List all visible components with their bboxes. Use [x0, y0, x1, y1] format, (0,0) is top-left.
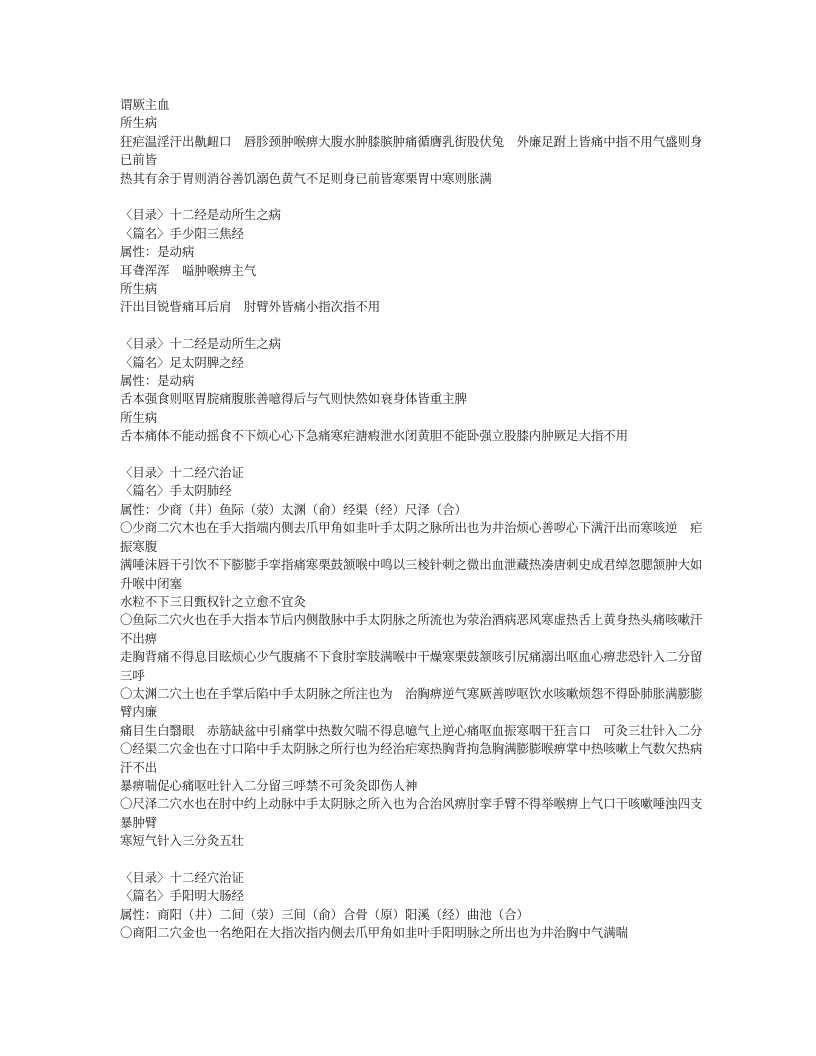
attribute-line: 属性：商阳（井）二间（荥）三间（俞）合骨（原）阳溪（经）曲池（合） — [120, 906, 529, 922]
acupoint-entry: 〇鱼际二穴火也在手大指本节后内侧散脉中手太阴脉之所流也为荥治酒病恶风寒虚热舌上黄身热头痛咳嗽汗不出痹 — [120, 612, 703, 646]
chapter-line: 〈篇名〉手少阳三焦经 — [120, 225, 244, 241]
attribute-line: 属性：是动病 — [120, 373, 195, 389]
text-line: 满唾沫唇干引饮不下膨膨手挛指痛寒栗鼓颔喉中鸣以三棱针刺之微出血泄藏热凑唐刺史成君绰忽腮颔肿大如升喉中闭塞 — [120, 557, 703, 591]
catalog-line: 〈目录〉十二经是动所生之病 — [120, 207, 282, 223]
text-line: 耳聋浑浑 嗌肿喉痹主气 — [120, 262, 257, 278]
chapter-line: 〈篇名〉手阳明大肠经 — [120, 888, 244, 904]
acupoint-entry: 〇少商二穴木也在手大指端内侧去爪甲角如韭叶手太阴之脉所出也为井治烦心善哕心下满汗出而寒咳逆 疟振寒腹 — [120, 520, 703, 554]
text-line: 水粒不下三日甄权针之立愈不宜灸 — [120, 593, 306, 609]
text-line: 所生病 — [120, 409, 158, 425]
acupoint-entry: 〇经渠二穴金也在寸口陷中手太阴脉之所行也为经治疟寒热胸背拘急胸满膨膨喉痹掌中热咳嗽上气数欠热病汗不出 — [120, 741, 703, 775]
text-line: 痛目生白翳眼 赤筋缺盆中引痛掌中热数欠喘不得息噫气上逆心痛呕血振寒咽干狂言口 可灸三壮针入二分 — [120, 722, 703, 738]
text-line: 所生病 — [120, 281, 158, 297]
text-line: 狂疟温淫汗出鼽衄口 唇胗颈肿喉痹大腹水肿膝膑肿痛循膺乳街股伏兔 外廉足跗上皆痛中指不用气盛则身已前皆 — [120, 133, 703, 168]
paragraph-gap — [120, 446, 705, 464]
catalog-line: 〈目录〉十二经是动所生之病 — [120, 336, 282, 352]
paragraph-gap — [120, 188, 705, 206]
attribute-line: 属性：少商（井）鱼际（荥）太渊（俞）经渠（经）尺泽（合） — [120, 501, 467, 517]
text-line: 汗出目锐眥痛耳后肩 肘臂外皆痛小指次指不用 — [120, 299, 381, 315]
chapter-line: 〈篇名〉足太阴脾之经 — [120, 354, 244, 370]
text-line: 所生病 — [120, 115, 158, 131]
document-page — [120, 96, 705, 943]
text-line: 暴痹喘促心痛呕吐针入二分留三呼禁不可灸灸即伤人神 — [120, 777, 418, 793]
text-line: 谓厥主血 — [120, 97, 170, 112]
text-line: 热其有余于胃则消谷善饥溺色黄气不足则身已前皆寒栗胃中寒则胀满 — [120, 170, 492, 186]
attribute-line: 属性：是动病 — [120, 244, 195, 260]
chapter-line: 〈篇名〉手太阴肺经 — [120, 483, 232, 499]
catalog-line: 〈目录〉十二经穴治证 — [120, 465, 244, 481]
paragraph-gap — [120, 851, 705, 869]
text-line: 舌本强食则呕胃脘痛腹胀善噫得后与气则快然如衰身体皆重主脾 — [120, 391, 467, 407]
paragraph-gap — [120, 317, 705, 335]
text-line: 舌本痛体不能动摇食不下烦心心下急痛寒疟溏瘕泄水闭黄胆不能卧强立股膝内肿厥足大指不用 — [120, 428, 629, 444]
text-line: 寒短气针入三分灸五壮 — [120, 833, 244, 849]
acupoint-entry: 〇太渊二穴土也在手掌后陷中手太阴脉之所注也为 治胸痹逆气寒厥善哕呕饮水咳嗽烦怨不得卧肺胀满膨膨臂内廉 — [120, 685, 703, 720]
acupoint-entry: 〇尺泽二穴水也在肘中约上动脉中手太阴脉之所入也为合治风痹肘挛手臂不得举喉痹上气口干咳嗽唾浊四支暴肿臂 — [120, 796, 703, 830]
acupoint-entry: 〇商阳二穴金也一名绝阳在大指次指内侧去爪甲角如韭叶手阳明脉之所出也为井治胸中气满喘 — [120, 925, 629, 941]
catalog-line: 〈目录〉十二经穴治证 — [120, 870, 244, 885]
text-line: 走胸背痛不得息目眩烦心少气腹痛不下食肘挛肢满喉中干燥寒栗鼓颔咳引尻痛溺出呕血心痹悲恐针入二分留三呼 — [120, 649, 703, 683]
